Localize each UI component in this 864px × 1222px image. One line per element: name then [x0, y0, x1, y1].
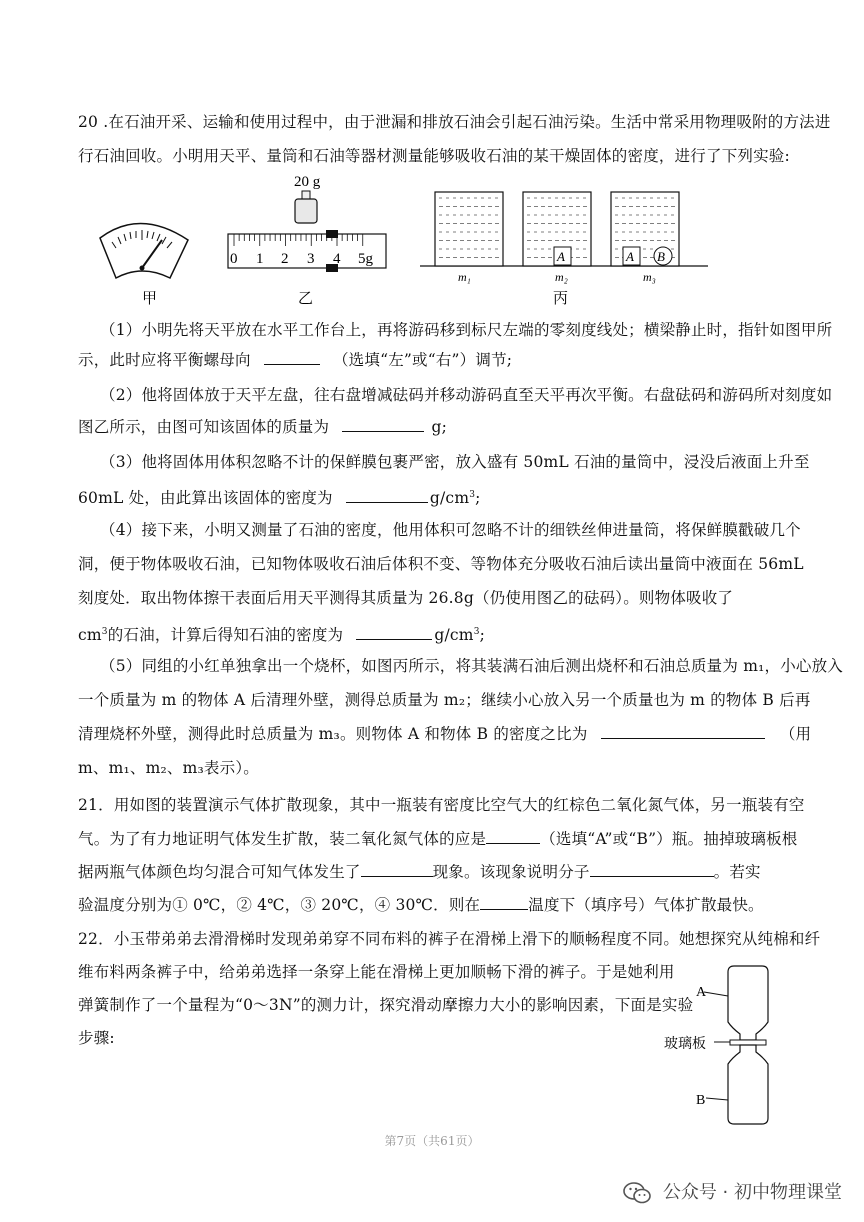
wechat-icon — [623, 1182, 651, 1204]
q20-part4-d: $cm^3$的石油，计算后得知石油的密度为 $g/cm^3$; — [78, 626, 486, 645]
q20-part1-a: （1）小明先将天平放在水平工作台上，再将游码移到标尺左端的零刻度线处；横梁静止时，指针如图甲所 — [100, 321, 833, 339]
q20-part1-b — [78, 350, 512, 370]
q20-part4-c: 刻度处．取出物体擦干表面后用天平测得其质量为 26.8g（仍使用图乙的砝码）。则物体吸收了 — [78, 589, 734, 607]
q21-line-2-tail: （选填“A”或“B”）瓶。抽掉玻璃板根 — [540, 830, 798, 848]
q22-line-3: 弹簧制作了一个量程为“0～3N”的测力计，探究滑动摩擦力大小的影响因素，下面是实验 — [78, 996, 694, 1014]
ruler-tick-3: 3 — [307, 251, 315, 267]
q20-part4-a: （4）接下来，小明又测量了石油的密度，他用体积可忽略不计的细铁丝伸进量筒，将保鲜膜戳破几个 — [100, 521, 801, 539]
beaker-label-3: m₃ — [643, 270, 656, 284]
answer-blank-7[interactable] — [361, 862, 433, 877]
weight-label: 20 g — [294, 174, 321, 190]
q20-part5-d: m、m₁、m₂、m₃表示）。 — [78, 759, 259, 777]
q20-part2-b — [78, 417, 447, 437]
ruler-tick-1: 1 — [256, 251, 264, 267]
q22-line-1: 22．小玉带弟弟去滑滑梯时发现弟弟穿不同布料的裤子在滑梯上滑下的顺畅程度不同。她想探究从纯棉和纤 — [78, 930, 821, 948]
obj-b: B — [657, 249, 665, 264]
beakers-figure — [420, 192, 708, 284]
glass-plate-label: 玻璃板 — [664, 1036, 706, 1052]
beaker-label-1: m₁ — [458, 270, 471, 284]
q20-part3-b: 60mL 处，由此算出该固体的密度为 $g/cm^3$; — [78, 489, 481, 508]
q21-line-4-tail: 温度下（填序号）气体扩散最快。 — [528, 896, 764, 914]
q20-line-2: 行石油回收。小明用天平、量筒和石油等器材测量能够吸收石油的某干燥固体的密度，进行了下列实验: — [78, 147, 790, 165]
ruler-tick-0: 0 — [230, 251, 238, 267]
q20-line-1: 20 .在石油开采、运输和使用过程中，由于泄漏和排放石油会引起石油污染。生活中常采用物理吸附的方法进 — [78, 113, 831, 131]
q20-part5-c — [78, 724, 811, 744]
q21-line-3-text: 据两瓶气体颜色均匀混合可知气体发生了 — [78, 863, 361, 881]
q22-line-2: 维布料两条裤子中，给弟弟选择一条穿上能在滑梯上更加顺畅下滑的裤子。于是她利用 — [78, 963, 675, 981]
q21-line-3 — [78, 862, 761, 882]
bottle-label-a: A — [696, 985, 707, 1000]
q21-line-4-text: 验温度分别为① 0℃，② 4℃，③ 20℃，④ 30℃．则在 — [78, 896, 481, 914]
q20-part3-a: （3）他将固体用体积忽略不计的保鲜膜包裹严密，放入盛有 50mL 石油的量筒中，浸没后液面上升至 — [100, 453, 810, 471]
q20-part3-b-text: 60mL 处，由此算出该固体的密度为 — [78, 489, 333, 508]
q20-figures — [0, 168, 864, 313]
q20-part1-b-tail: （选填“左”或“右”）调节; — [332, 351, 513, 369]
ruler-tick-5: 5g — [358, 251, 373, 267]
gas-bottles-figure — [660, 962, 780, 1132]
answer-blank-6[interactable] — [486, 829, 540, 844]
balance-dial-figure — [100, 223, 188, 278]
q20-part4-b: 洞，便于物体吸收石油，已知物体吸收石油后体积不变、等物体充分吸收石油后读出量筒中液面在 56mL — [78, 555, 804, 573]
answer-blank-1[interactable] — [264, 350, 320, 365]
page-footer: 第7页（共61页） — [384, 1134, 480, 1148]
q20-part2-a: （2）他将固体放于天平左盘，往右盘增减砝码并移动游码直至天平再次平衡。右盘砝码和游码所对刻度如 — [100, 386, 833, 404]
q20-part4-d-text: 的石油，计算后得知石油的密度为 — [107, 626, 344, 645]
answer-blank-4[interactable] — [356, 625, 432, 640]
beaker-label-2: m₂ — [555, 270, 568, 284]
obj-a-1: A — [557, 249, 565, 264]
q20-part2-b-text: 图乙所示，由图可知该固体的质量为 — [78, 418, 330, 436]
q21-line-1: 21．用如图的装置演示气体扩散现象，其中一瓶装有密度比空气大的红棕色二氧化氮气体，另一瓶装有空 — [78, 796, 805, 814]
q20-part1-b-text: 示，此时应将平衡螺母向 — [78, 351, 251, 369]
q20-part3-b-tail: ; — [475, 489, 481, 508]
q20-part4-d-tail: ; — [479, 626, 486, 645]
q21-line-4 — [78, 895, 764, 915]
answer-blank-3[interactable] — [346, 488, 428, 503]
ruler-tick-4: 4 — [333, 251, 341, 267]
ruler-tick-2: 2 — [281, 251, 289, 267]
q20-part2-b-unit: g; — [431, 418, 448, 436]
beaker — [435, 192, 503, 266]
answer-blank-8[interactable] — [590, 862, 714, 877]
q20-part5-c-text: 清理烧杯外壁，测得此时总质量为 m₃。则物体 A 和物体 B 的密度之比为 — [78, 725, 588, 743]
q22-line-4: 步骤: — [78, 1029, 115, 1047]
caption-yi: 乙 — [298, 289, 314, 307]
watermark — [623, 1178, 842, 1204]
caption-bing: 丙 — [553, 289, 569, 307]
q21-line-2-text: 气。为了有力地证明气体发生扩散，装二氧化氮气体的应是 — [78, 830, 487, 848]
q20-part4-d-unit2: g/cm — [434, 626, 474, 645]
answer-blank-9[interactable] — [480, 895, 528, 910]
watermark-text: 公众号 · 初中物理课堂 — [662, 1182, 842, 1203]
obj-a-2: A — [626, 249, 634, 264]
caption-jia: 甲 — [142, 289, 158, 307]
answer-blank-5[interactable] — [601, 724, 765, 739]
q20-part3-b-unit: g/cm — [429, 489, 470, 508]
bottle-label-b: B — [696, 1093, 706, 1108]
q21-line-3-tail: 。若实 — [713, 863, 761, 881]
q20-part5-b: 一个质量为 m 的物体 A 后清理外壁，测得总质量为 m₂；继续小心放入另一个质量也为 m 的物体 B 后再 — [78, 691, 811, 709]
q20-part5-a: （5）同组的小红单独拿出一个烧杯，如图丙所示，将其装满石油后测出烧杯和石油总质量为 m₁，小心放入 — [100, 657, 844, 675]
q21-line-2 — [78, 829, 798, 849]
q20-part4-d-unit1: cm — [78, 626, 102, 645]
weight-and-ruler-figure — [228, 191, 386, 272]
q20-part5-c-tail: （用 — [779, 725, 812, 743]
q21-line-3-mid: 现象。该现象说明分子 — [432, 863, 590, 881]
answer-blank-2[interactable] — [342, 417, 424, 432]
